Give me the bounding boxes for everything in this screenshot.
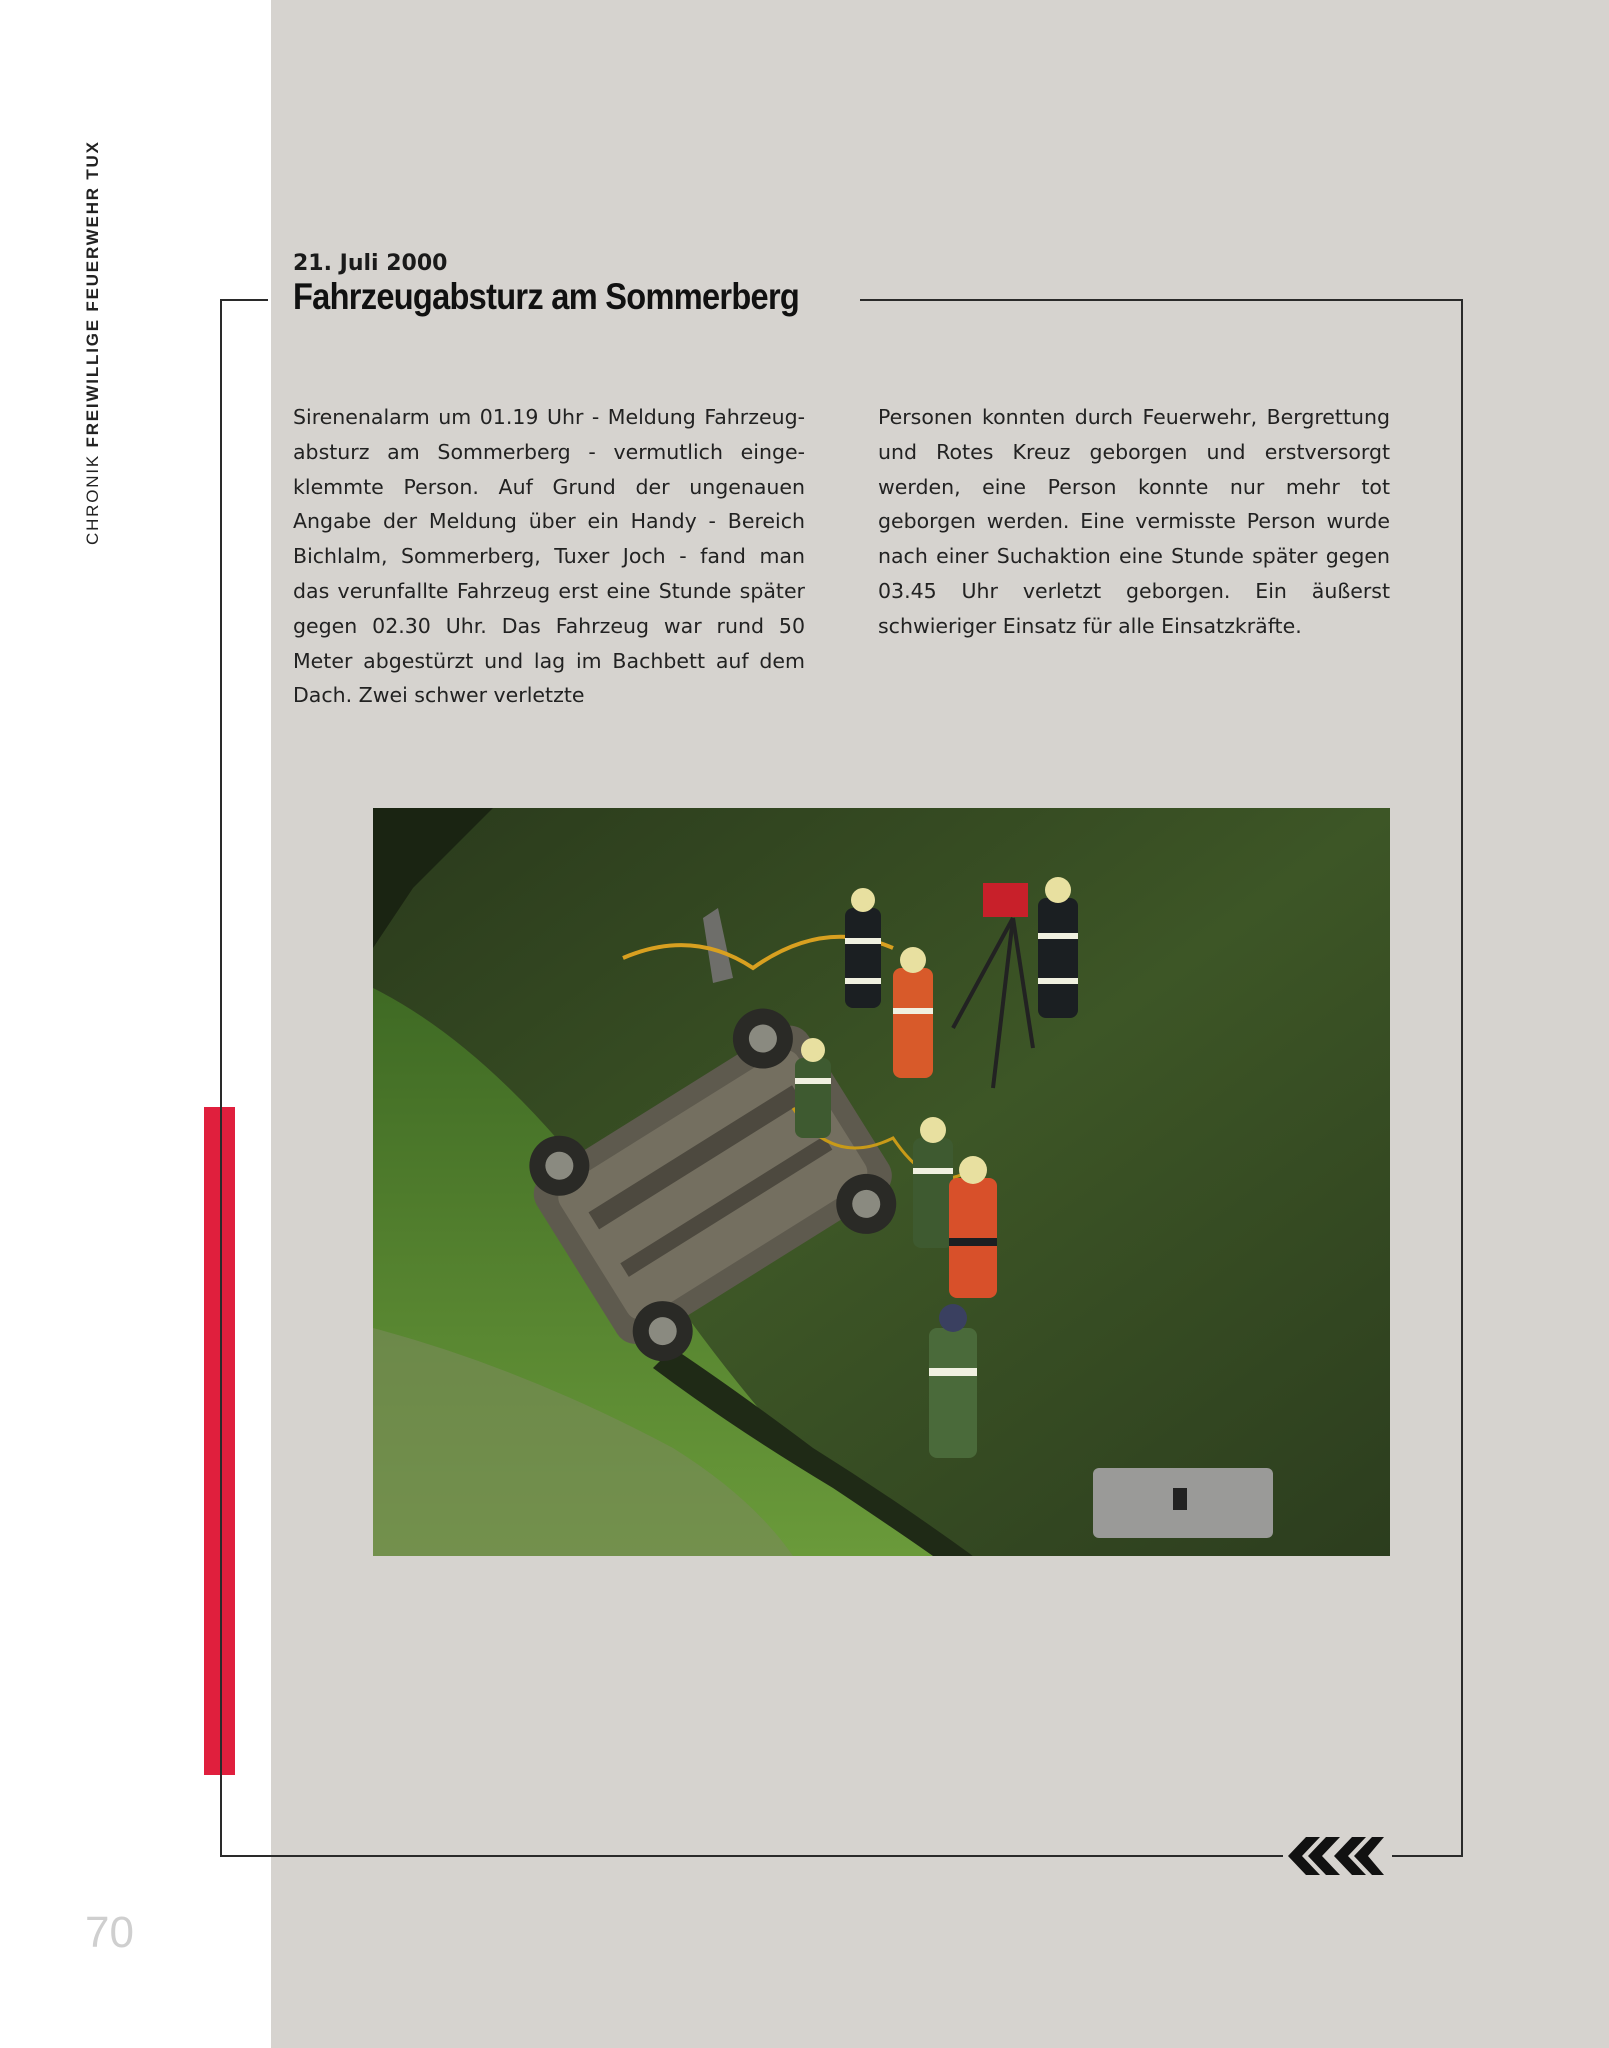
- article-date: 21. Juli 2000: [293, 251, 448, 276]
- frame-bottom-right-line: [1392, 1855, 1463, 1857]
- frame-top-right-line: [860, 299, 1463, 301]
- frame-top-left-line: [220, 299, 268, 301]
- running-header-organization: FREIWILLIGE FEUERWEHR TUX: [83, 140, 102, 448]
- frame-bottom-line: [220, 1855, 1283, 1857]
- article-headline: Fahrzeugabsturz am Sommerberg: [293, 276, 800, 317]
- article-column-right: Personen konnten durch Feuerwehr, Bergrettung und Rotes Kreuz geborgen und erstversorgt werden, eine Person konnte nur mehr tot geborgen werden. Eine vermisste Person wurde nach einer Suchaktion eine Stunde später gegen 03.45 Uhr verletzt geborgen. Ein äußerst schwieriger Einsatz für alle Einsatzkräfte.: [878, 405, 1390, 638]
- frame-left-line: [220, 299, 222, 1857]
- accident-photo: [373, 808, 1390, 1556]
- running-header: [83, 140, 103, 545]
- page-number: 70: [85, 1908, 134, 1957]
- accident-photo-illustration: [373, 808, 1390, 1556]
- frame-right-line: [1461, 299, 1463, 1857]
- article-column-left: Sirenenalarm um 01.19 Uhr - Meldung Fahrzeugabsturz am Sommerberg - vermutlich eingeklemmte Person. Auf Grund der ungenauen Angabe der Meldung über ein Handy - Bereich Bichlalm, Sommerberg, Tuxer Joch - fand man das verunfallte Fahrzeug erst eine Stunde später gegen 02.30 Uhr. Das Fahrzeug war rund 50 Meter abgestürzt und lag im Bachbett auf dem Dach. Zwei schwer verletzte: [293, 405, 805, 708]
- double-left-chevron-icon: [1286, 1833, 1386, 1879]
- running-header-chronik: CHRONIK: [83, 454, 102, 545]
